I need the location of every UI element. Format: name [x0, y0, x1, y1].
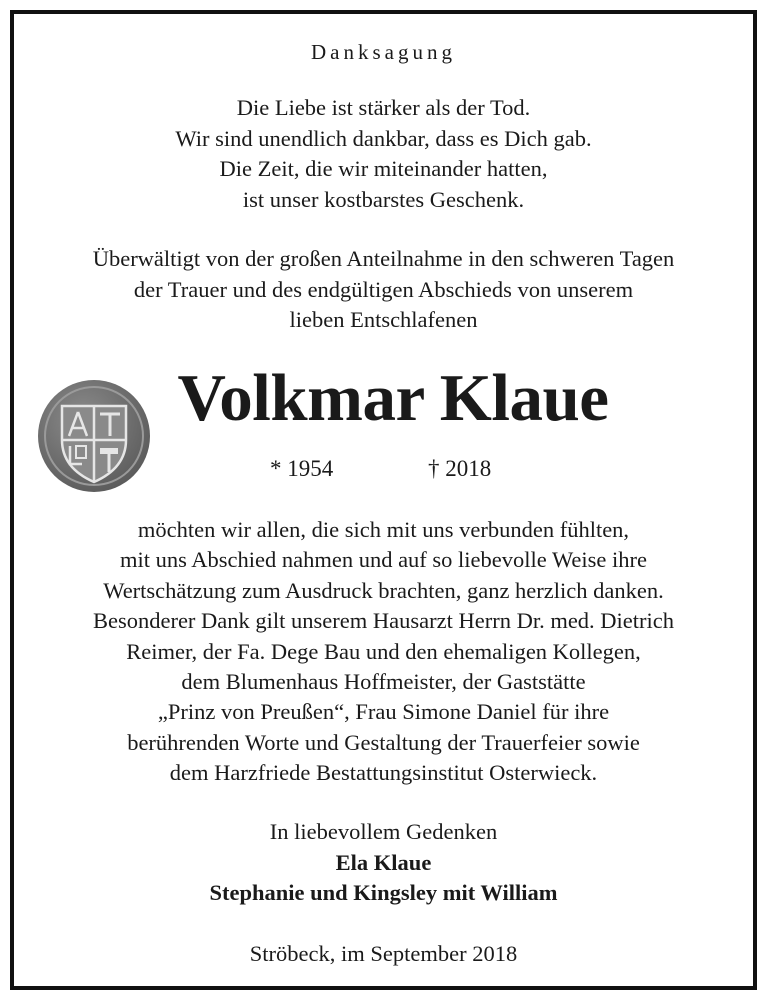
intro-line: der Trauer und des endgültigen Abschieds von unserem [133, 276, 634, 302]
thanks-line: dem Harzfriede Bestattungsinstitut Osterwieck. [169, 760, 598, 786]
signer-family: Stephanie und Kingsley mit William [209, 880, 558, 905]
heading: Danksagung [311, 40, 456, 64]
guild-shield-icon [36, 378, 152, 494]
thanks-line: Wertschätzung zum Ausdruck brachten, ganz herzlich danken. [103, 577, 664, 603]
closing [14, 817, 753, 909]
thanks-line: Reimer, der Fa. Dege Bau und den ehemaligen Kollegen, [126, 638, 641, 664]
poem [14, 93, 753, 215]
thanks-line: „Prinz von Preußen“, Frau Simone Daniel für ihre [157, 699, 610, 725]
thanks-text [14, 515, 753, 789]
poem-line: Wir sind unendlich dankbar, dass es Dich gab. [175, 125, 592, 151]
obituary-frame [10, 10, 757, 990]
intro-line: lieben Entschlafenen [289, 307, 478, 332]
poem-line: Die Liebe ist stärker als der Tod. [236, 95, 531, 120]
deceased-name: Volkmar Klaue [177, 361, 609, 435]
death-year: † 2018 [428, 456, 492, 481]
thanks-line: dem Blumenhaus Hoffmeister, der Gaststätte [181, 669, 586, 695]
poem-line: Die Zeit, die wir miteinander hatten, [219, 156, 548, 181]
intro-text [14, 244, 753, 336]
thanks-line: berührenden Worte und Gestaltung der Trauerfeier sowie [127, 729, 640, 755]
thanks-line: mit uns Abschied nahmen und auf so liebevolle Weise ihre [119, 547, 648, 573]
place-date: Ströbeck, im September 2018 [249, 941, 518, 966]
thanks-line: möchten wir allen, die sich mit uns verbunden fühlten, [137, 517, 630, 542]
thanks-line: Besonderer Dank gilt unserem Hausarzt Herrn Dr. med. Dietrich [92, 608, 675, 634]
signer-name: Ela Klaue [335, 849, 432, 875]
poem-line: ist unser kostbarstes Geschenk. [242, 186, 525, 212]
intro-line: Überwältigt von der großen Anteilnahme in den schweren Tagen [92, 246, 675, 271]
birth-year: * 1954 [270, 456, 334, 481]
closing-line: In liebevollem Gedenken [269, 819, 498, 844]
